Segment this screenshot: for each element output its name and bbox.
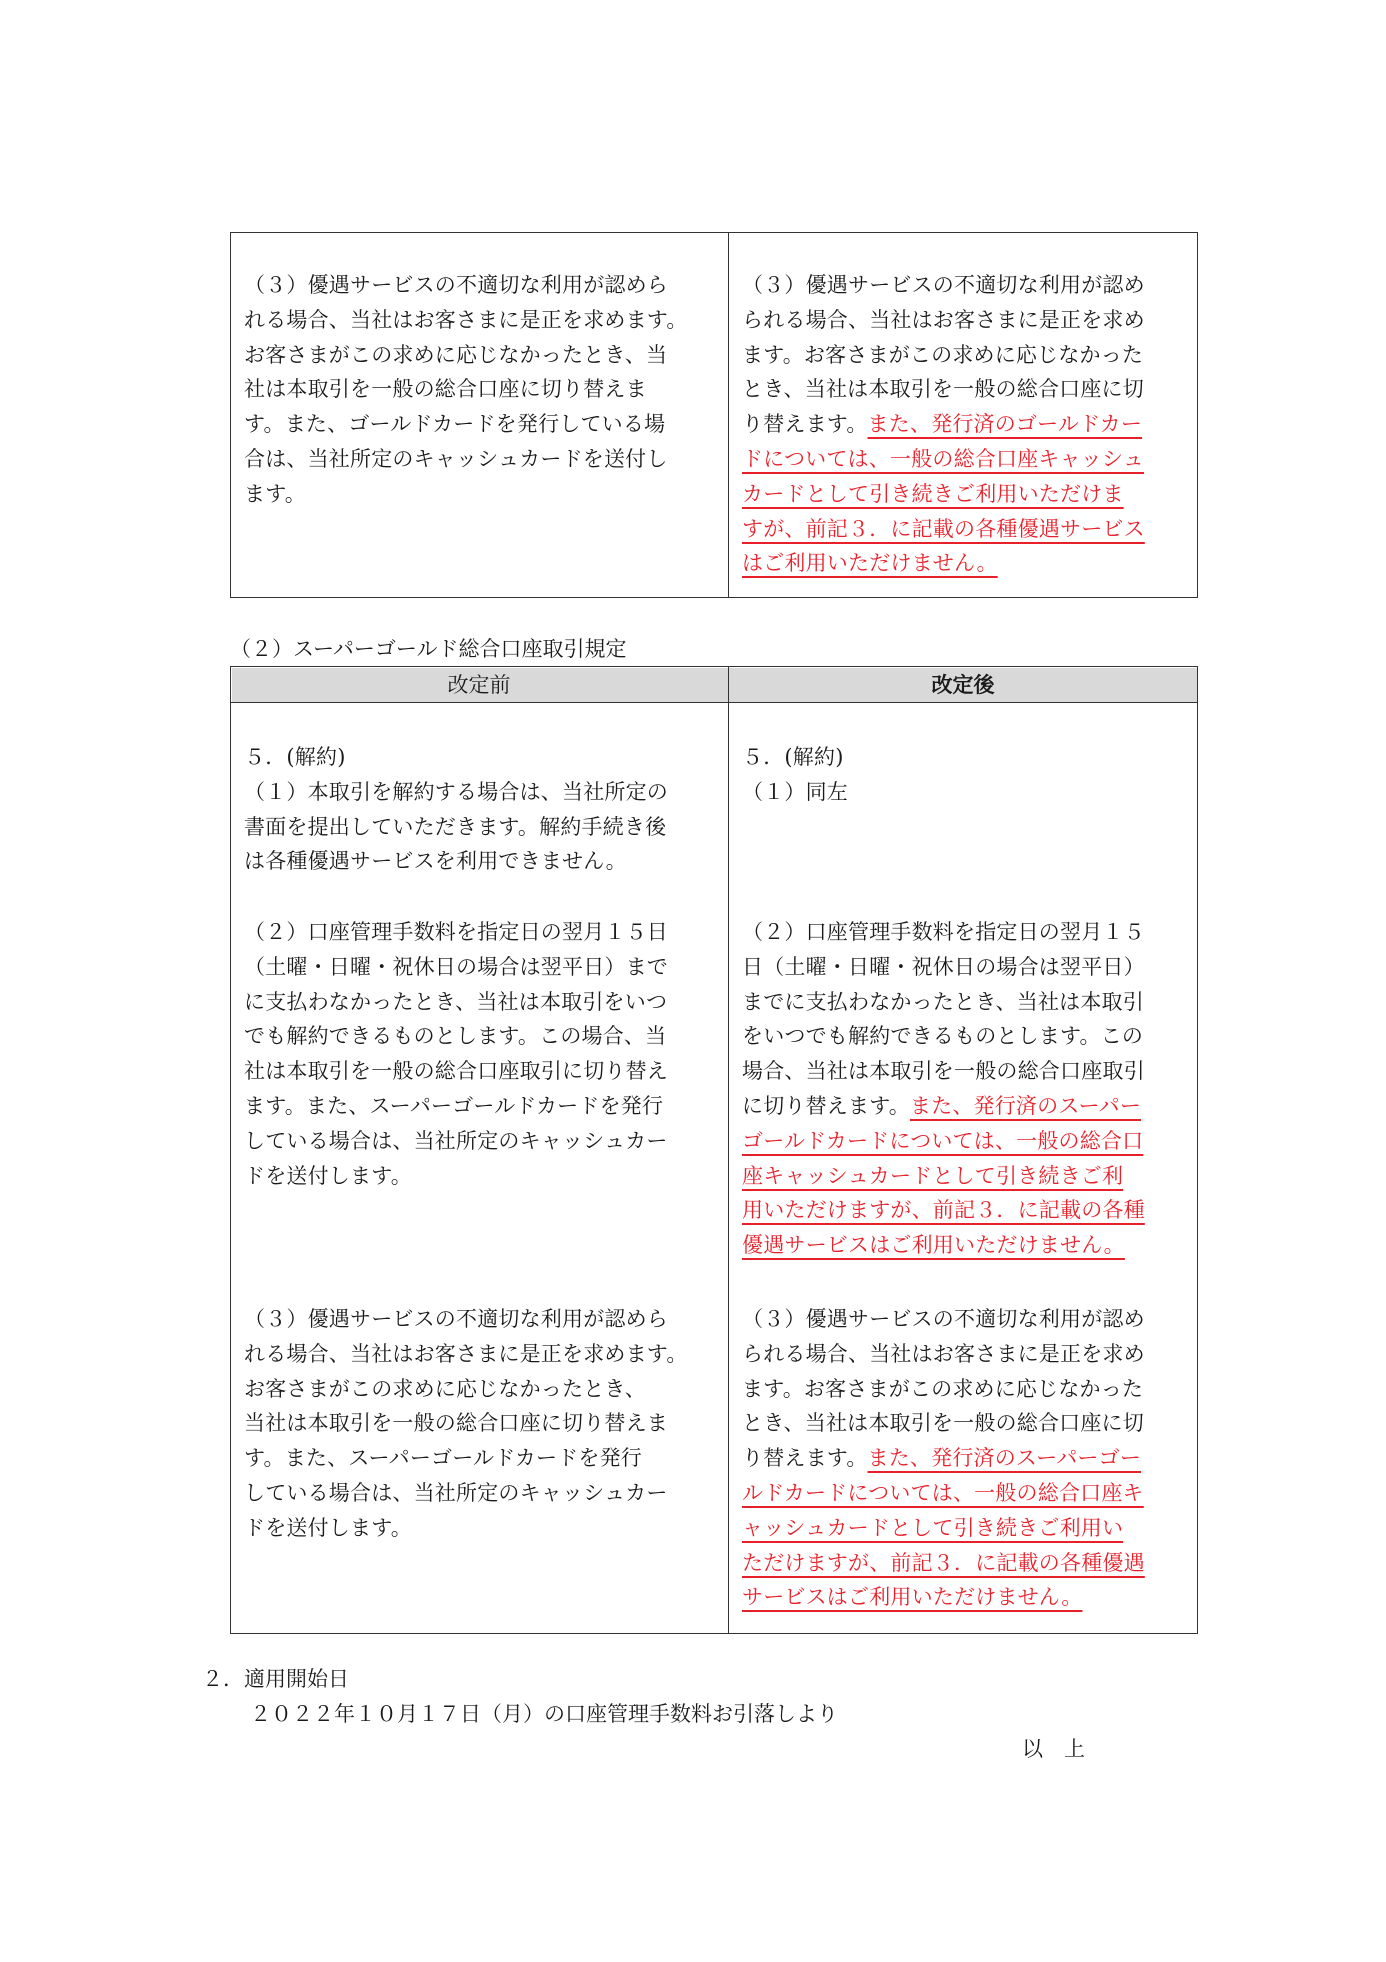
line-text: でも解約できるものとします。この場合、当	[244, 1024, 667, 1049]
text-line	[742, 477, 1145, 512]
revised-text: カードとして引き続きご利用いただけま	[742, 481, 1124, 506]
line-text: す。また、スーパーゴールドカードを発行	[244, 1446, 642, 1471]
line-text: をいつでも解約できるものとします。この	[742, 1024, 1144, 1049]
text-line	[244, 1302, 688, 1337]
effective-date-heading: ２．適用開始日	[202, 1667, 349, 1691]
text-line	[742, 1476, 1145, 1511]
line-text: は各種優遇サービスを利用できません。	[244, 849, 627, 874]
text-line	[244, 844, 668, 879]
line-text: （３）優遇サービスの不適切な利用が認めら	[244, 273, 668, 297]
header-before: 改定前	[447, 673, 511, 697]
text-line	[742, 372, 1145, 407]
revised-text: 座キャッシュカードとして引き続きご利	[742, 1163, 1124, 1188]
line-text: とき、当社は本取引を一般の総合口座に切	[742, 377, 1144, 402]
line-text: ます。お客さまがこの求めに応じなかった	[742, 1376, 1144, 1401]
line-text: 場合、当社は本取引を一般の総合口座取引	[742, 1059, 1145, 1084]
revised-text: また、発行済のスーパーゴー	[867, 1446, 1142, 1471]
text-line	[742, 915, 1145, 950]
revised-text: はご利用いただけません。	[742, 551, 998, 576]
text-line	[742, 1193, 1145, 1228]
text-line	[244, 1337, 688, 1372]
after-p2	[742, 915, 1145, 1263]
text-line	[244, 338, 688, 373]
line-text: れる場合、当社はお客さまに是正を求めます。	[244, 1341, 688, 1366]
header-after: 改定後	[931, 672, 995, 697]
revised-text: ャッシュカードとして引き続きご利用い	[742, 1515, 1124, 1540]
line-text: に切り替えます。	[742, 1093, 910, 1118]
table1-after-text	[742, 268, 1145, 581]
line-text: までに支払わなかったとき、当社は本取引	[742, 989, 1144, 1014]
text-line	[742, 303, 1145, 338]
before-p1	[244, 740, 668, 879]
line-text: れる場合、当社はお客さまに是正を求めます。	[244, 307, 688, 332]
text-line	[742, 442, 1145, 477]
line-text: に支払わなかったとき、当社は本取引をいつ	[244, 989, 668, 1014]
revised-text: ルドカードについては、一般の総合口座キ	[742, 1480, 1144, 1505]
line-text: ます。	[244, 481, 306, 506]
text-line	[742, 1511, 1145, 1546]
text-line	[742, 1159, 1145, 1194]
line-text: す。また、ゴールドカードを発行している場	[244, 412, 666, 437]
text-line	[244, 1441, 688, 1476]
line-text: （１）同左	[742, 779, 848, 804]
line-text: （１）本取引を解約する場合は、当社所定の	[244, 779, 668, 804]
text-line	[742, 546, 1145, 581]
revised-text: ただけますが、前記３．に記載の各種優遇	[742, 1550, 1145, 1575]
text-line	[244, 740, 668, 775]
text-line	[742, 1054, 1145, 1089]
text-line	[244, 1406, 688, 1441]
revised-text: ドについては、一般の総合口座キャッシュ	[742, 446, 1144, 471]
text-line	[244, 1054, 668, 1089]
text-line	[742, 1089, 1145, 1124]
line-text: お客さまがこの求めに応じなかったとき、	[244, 1376, 646, 1401]
text-line	[742, 985, 1145, 1020]
text-line	[742, 1441, 1145, 1476]
line-text: 当社は本取引を一般の総合口座に切り替えま	[244, 1411, 668, 1436]
text-line	[742, 775, 848, 810]
revised-text: 優遇サービスはご利用いただけません。	[742, 1233, 1125, 1258]
line-text: り替えます。	[742, 412, 868, 437]
text-line	[244, 775, 668, 810]
text-line	[742, 407, 1145, 442]
line-text: ます。お客さまがこの求めに応じなかった	[742, 342, 1144, 367]
text-line	[742, 338, 1145, 373]
line-text: お客さまがこの求めに応じなかったとき、当	[244, 342, 668, 367]
revised-text: また、発行済のゴールドカー	[867, 412, 1143, 437]
line-text: 書面を提出していただきます。解約手続き後	[244, 814, 667, 839]
text-line	[742, 950, 1145, 985]
after-p1	[742, 740, 848, 810]
text-line	[244, 1372, 688, 1407]
text-line	[244, 372, 688, 407]
revised-text: また、発行済のスーパー	[909, 1093, 1142, 1118]
line-text: （２）口座管理手数料を指定日の翌月１５	[742, 920, 1145, 944]
text-line	[742, 1337, 1145, 1372]
text-line	[244, 1511, 688, 1546]
line-text: （３）優遇サービスの不適切な利用が認め	[742, 1307, 1145, 1331]
line-text: ます。また、スーパーゴールドカードを発行	[244, 1093, 664, 1118]
before-p3	[244, 1302, 688, 1546]
line-text: ドを送付します。	[244, 1163, 412, 1188]
line-text: ドを送付します。	[244, 1515, 412, 1540]
text-line	[244, 985, 668, 1020]
line-text: している場合は、当社所定のキャッシュカー	[244, 1128, 668, 1153]
before-p2	[244, 915, 668, 1193]
text-line	[244, 442, 688, 477]
line-text: り替えます。	[742, 1446, 868, 1471]
text-line	[244, 950, 668, 985]
revised-text: すが、前記３．に記載の各種優遇サービス	[742, 516, 1145, 541]
closing-mark: 以 上	[1022, 1737, 1085, 1761]
line-text: （３）優遇サービスの不適切な利用が認め	[742, 273, 1145, 297]
after-p3	[742, 1302, 1145, 1615]
line-text: とき、当社は本取引を一般の総合口座に切	[742, 1411, 1144, 1436]
text-line	[742, 1124, 1145, 1159]
line-text: している場合は、当社所定のキャッシュカー	[244, 1480, 668, 1505]
revised-text: サービスはご利用いただけません。	[742, 1585, 1083, 1610]
text-line	[244, 268, 688, 303]
text-line	[244, 1476, 688, 1511]
revised-text: 用いただけますが、前記３．に記載の各種	[742, 1198, 1145, 1223]
effective-date-line: ２０２２年１０月１７日（月）の口座管理手数料お引落しより	[250, 1702, 838, 1726]
text-line	[244, 407, 688, 442]
table-continued-divider	[728, 232, 729, 598]
line-text: （３）優遇サービスの不適切な利用が認めら	[244, 1307, 668, 1331]
text-line	[742, 1302, 1145, 1337]
line-text: 社は本取引を一般の総合口座取引に切り替え	[244, 1059, 668, 1084]
line-text: （２）口座管理手数料を指定日の翌月１５日	[244, 920, 668, 944]
line-text: ５．(解約)	[742, 745, 844, 769]
table-super-gold-divider	[728, 666, 729, 1634]
text-line	[742, 1580, 1145, 1615]
line-text: 日（土曜・日曜・祝休日の場合は翌平日）	[742, 954, 1145, 979]
line-text: 社は本取引を一般の総合口座に切り替えま	[244, 377, 647, 402]
text-line	[742, 268, 1145, 303]
text-line	[742, 1228, 1145, 1263]
text-line	[742, 1546, 1145, 1581]
text-line	[244, 303, 688, 338]
text-line	[742, 740, 848, 775]
line-text: （土曜・日曜・祝休日の場合は翌平日）まで	[244, 954, 668, 979]
line-text: ５．(解約)	[244, 745, 346, 769]
section-title: （２）スーパーゴールド総合口座取引規定	[230, 637, 627, 661]
text-line	[742, 1406, 1145, 1441]
text-line	[244, 1159, 668, 1194]
text-line	[244, 1089, 668, 1124]
text-line	[244, 810, 668, 845]
line-text: られる場合、当社はお客さまに是正を求め	[742, 307, 1145, 332]
line-text: られる場合、当社はお客さまに是正を求め	[742, 1341, 1145, 1366]
text-line	[742, 1019, 1145, 1054]
text-line	[244, 915, 668, 950]
text-line	[742, 1372, 1145, 1407]
text-line	[244, 1124, 668, 1159]
text-line	[244, 1019, 668, 1054]
revised-text: ゴールドカードについては、一般の総合口	[742, 1128, 1144, 1153]
text-line	[244, 477, 688, 512]
line-text: 合は、当社所定のキャッシュカードを送付し	[244, 446, 668, 471]
text-line	[742, 512, 1145, 547]
table1-before-text	[244, 268, 688, 512]
